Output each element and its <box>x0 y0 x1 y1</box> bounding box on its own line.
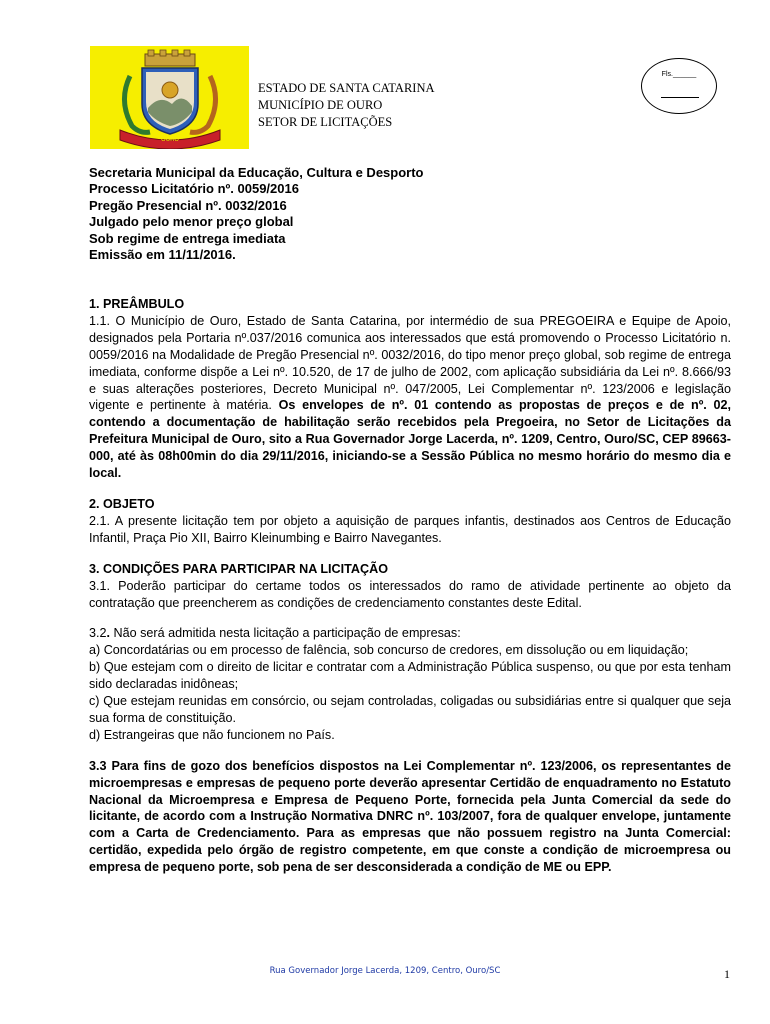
header-municipality: MUNICÍPIO DE OURO <box>258 98 383 112</box>
section-3-2-item-c: c) Que estejam reunidas em consórcio, ou sejam controladas, coligadas ou subsidiárias entre si qualquer que seja sua forma de constituição. <box>89 694 731 725</box>
section-3-2-dot: . <box>106 626 111 641</box>
intro-auction-number: Pregão Presencial nº. 0032/2016 <box>89 197 287 213</box>
section-1-heading: 1. PREÂMBULO <box>89 297 185 311</box>
section-3-2-text: Não será admitida nesta licitação a participação de empresas: <box>110 626 461 641</box>
coat-of-arms-icon <box>90 46 249 149</box>
section-3-2-item-d: d) Estrangeiras que não funcionem no País. <box>89 727 335 742</box>
header-sector: SETOR DE LICITAÇÕES <box>258 115 393 129</box>
section-3-heading: 3. CONDIÇÕES PARA PARTICIPAR NA LICITAÇÃO <box>89 561 388 576</box>
section-1-bold-text: Os envelopes de nº. 01 contendo as propostas de preços e de nº. 02, contendo a documentação de habilitação serão recebidos pela Pregoeira, no Setor de Licitações da Prefeitura Municipal de Ouro, sito a Rua Governador Jorge Lacerda, nº. 1209, Centro, Ouro/SC, CEP 89663-000, até às 08h00min do dia 29/11/2016, iniciando-se a Sessão Pública no mesmo horário do mesmo dia e local. <box>89 398 731 481</box>
municipal-coat-of-arms-logo <box>90 46 249 149</box>
intro-issue-date: Emissão em 11/11/2016. <box>89 247 236 263</box>
logo-ribbon-text: OURO <box>160 136 180 143</box>
intro-secretariat: Secretaria Municipal da Educação, Cultura e Desporto <box>89 165 424 180</box>
intro-delivery-regime: Sob regime de entrega imediata <box>89 230 286 246</box>
intro-judgment-criterion: Julgado pelo menor preço global <box>89 214 294 230</box>
document-header <box>258 80 435 131</box>
document-body <box>89 296 731 876</box>
footer-address: Rua Governador Jorge Lacerda, 1209, Centro, Ouro/SC <box>269 966 501 976</box>
section-2-text: 2.1. A presente licitação tem por objeto a aquisição de parques infantis, destinados aos Centros de Educação Infantil, Praça Pio XII, Bairro Kleinumbing e Bairro Navegantes. <box>89 513 731 545</box>
section-1-paragraph <box>89 313 731 482</box>
section-2-heading: 2. OBJETO <box>89 496 155 511</box>
process-summary <box>89 165 423 263</box>
section-3-1-text: 3.1. Poderão participar do certame todos os interessados do ramo de atividade pertinente ao objeto da contratação que preencherem as condições de credenciamento constantes deste Edital. <box>89 578 731 610</box>
intro-process-number: Processo Licitatório nº. 0059/2016 <box>89 181 299 197</box>
stamp-label: Fls.______ <box>661 71 697 78</box>
section-3-2-item-a: a) Concordatárias ou em processo de falência, sob concurso de credores, em dissolução ou em liquidação; <box>89 643 689 658</box>
page-number: 1 <box>724 967 730 981</box>
stamp-signature-line <box>661 97 699 98</box>
section-3-2-number: 3.2 <box>89 626 107 641</box>
section-3-2-item-b: b) Que estejam com o direito de licitar e contratar com a Administração Pública suspenso, ou que por esta tenham sido declaradas inidôneas; <box>89 660 731 692</box>
section-3-3-text: 3.3 Para fins de gozo dos benefícios dispostos na Lei Complementar nº. 123/2006, os representantes de microempresas e empresas de pequeno porte deverão apresentar Certidão de enquadramento no Estatuto Nacional da Microempresa e Empresa de Pequeno Porte, fornecida pela Junta Comercial da sede do licitante, de acordo com a Instrução Normativa DNRC nº. 103/2007, fora de qualquer envelope, juntamente com a Carta de Credenciamento. Para as empresas que não possuem registro na Junta Comercial: certidão, expedida pelo órgão de registro competente, em que conste a condição de microempresa ou empresa de pequeno porte, sob pena de ser desconsiderada a condição de ME ou EPP. <box>89 758 731 875</box>
page-folio-stamp <box>641 58 717 114</box>
section-3-2-paragraph <box>89 625 731 642</box>
section-1-text: 1.1. O Município de Ouro, Estado de Santa Catarina, por intermédio de sua PREGOEIRA e Equipe de Apoio, designados pela Portaria nº.037/2016 comunica aos interessados que está promovendo o Processo Licitatório n. 0059/2016 na Modalidade de Pregão Presencial nº. 0032/2016, do tipo menor preço global, sob regime de entrega imediata, conforme dispõe a Lei nº. 10.520, de 17 de julho de 2002, com aplicação subsidiária da Lei nº. 8.666/93 e suas alterações posteriores, Decreto Municipal nº. 047/2005, Lei Complementar nº. 123/2006 e legislação vigente e pertinente à matéria. <box>89 313 731 413</box>
header-state: ESTADO DE SANTA CATARINA <box>258 81 435 95</box>
